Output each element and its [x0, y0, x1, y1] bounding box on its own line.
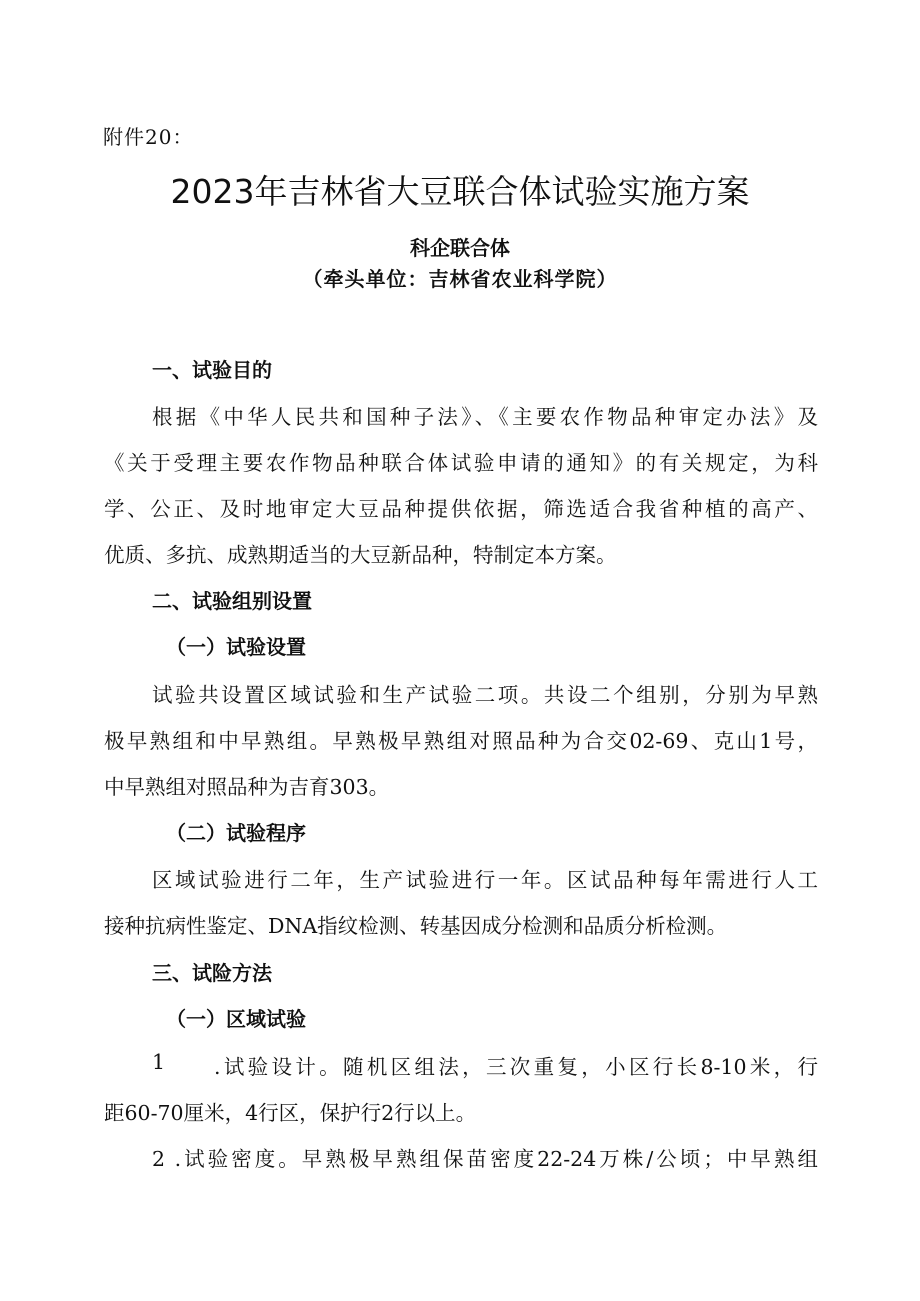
section1-heading: 一、试验目的: [152, 358, 272, 382]
item1-number: 1: [152, 1050, 166, 1074]
section1-line-4: 优质、多抗、成熟期适当的大豆新品种，特制定本方案。: [104, 543, 617, 567]
section3-sub1-heading: （一）区域试验: [166, 1007, 306, 1031]
section2-sub2-heading: （二）试验程序: [166, 821, 306, 845]
attachment-label: 附件20：: [103, 125, 194, 149]
section2-heading: 二、试验组别设置: [152, 589, 312, 613]
section2-sub2-line-1: 区域试验进行二年，生产试验进行一年。区试品种每年需进行人工: [152, 868, 818, 892]
lead-unit: （牵头单位：吉林省农业科学院）: [302, 267, 618, 291]
item1-line-1: .试验设计。随机区组法，三次重复，小区行长8-10米，行: [214, 1055, 818, 1079]
section2-sub1-line-2: 极早熟组和中早熟组。早熟极早熟组对照品种为合交02-69、克山1号，: [104, 729, 818, 753]
item1-line-2: 距60-70厘米，4行区，保护行2行以上。: [104, 1101, 477, 1125]
item2-line-1: 2 .试验密度。早熟极早熟组保苗密度22-24万株/公顷；中早熟组: [152, 1147, 818, 1171]
section1-line-1: 根据《中华人民共和国种子法》、《主要农作物品种审定办法》及: [152, 405, 818, 429]
section2-sub1-heading: （一）试验设置: [166, 635, 306, 659]
section2-sub2-line-2: 接种抗病性鉴定、DNA指纹检测、转基因成分检测和品质分析检测。: [104, 914, 728, 938]
document-title: 2023年吉林省大豆联合体试验实施方案: [170, 172, 750, 211]
section1-line-3: 学、公正、及时地审定大豆品种提供依据，筛选适合我省种植的高产、: [104, 497, 818, 521]
section2-sub1-line-3: 中早熟组对照品种为吉育303。: [104, 775, 390, 799]
section2-sub1-line-1: 试验共设置区域试验和生产试验二项。共设二个组别，分别为早熟: [152, 683, 818, 707]
section3-heading: 三、试险方法: [152, 961, 272, 985]
section1-line-2: 《关于受理主要农作物品种联合体试验申请的通知》的有关规定，为科: [104, 451, 818, 475]
document-subtitle: 科企联合体: [410, 236, 510, 260]
